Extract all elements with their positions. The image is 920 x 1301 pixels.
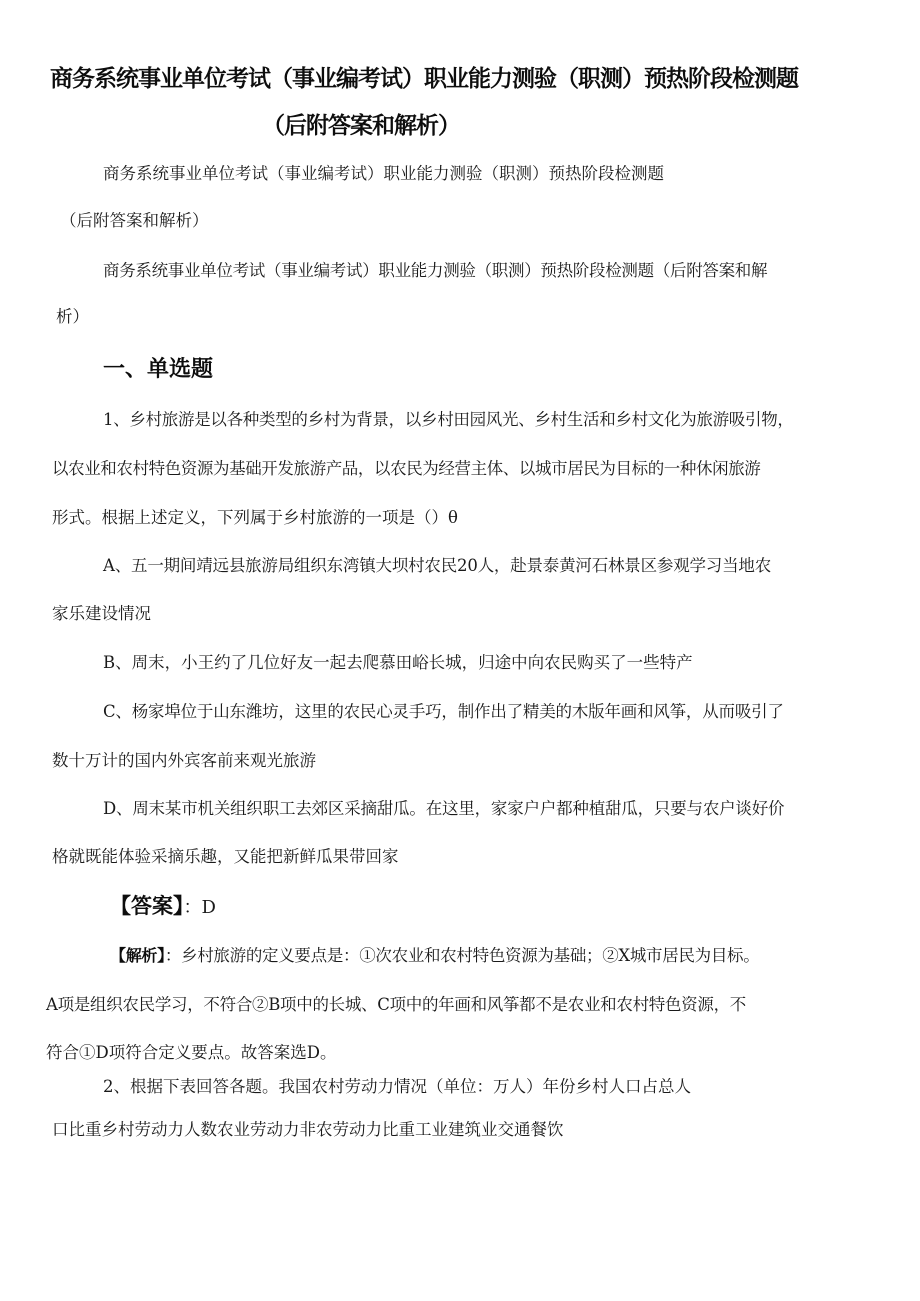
question-1-stem-line-2: 以农业和农村特色资源为基础开发旅游产品，以农民为经营主体、以城市居民为目标的一种休闲旅游 [52, 459, 761, 478]
answer-label: 【答案】 [110, 894, 184, 918]
question-1-answer [110, 890, 216, 920]
repeated-title-1-line-1: 商务系统事业单位考试（事业编考试）职业能力测验（职测）预热阶段检测题 [103, 164, 664, 183]
question-1-option-c-line-2: 数十万计的国内外宾客前来观光旅游 [52, 751, 316, 770]
document-title-line-2: （后附答案和解析） [262, 113, 460, 139]
document-title-line-1: 商务系统事业单位考试（事业编考试）职业能力测验（职测）预热阶段检测题 [50, 66, 798, 92]
question-1-stem-line-3: 形式。根据上述定义，下列属于乡村旅游的一项是（）θ [52, 508, 458, 527]
question-1-option-c-line-1: C、杨家埠位于山东潍坊，这里的农民心灵手巧，制作出了精美的木版年画和风筝，从而吸引了 [103, 702, 784, 721]
question-1-stem-line-1: 1、乡村旅游是以各种类型的乡村为背景，以乡村田园风光、乡村生活和乡村文化为旅游吸引物， [103, 410, 794, 429]
question-2-stem-line-1: 2、根据下表回答各题。我国农村劳动力情况（单位：万人）年份乡村人口占总人 [103, 1077, 691, 1096]
question-1-analysis-line-2: A项是组织农民学习，不符合②B项中的长城、C项中的年画和风筝都不是农业和农村特色资源，不 [46, 995, 746, 1014]
repeated-title-2-line-1: 商务系统事业单位考试（事业编考试）职业能力测验（职测）预热阶段检测题（后附答案和解 [103, 261, 768, 280]
question-1-option-d-line-2: 格就既能体验采摘乐趣，又能把新鲜瓜果带回家 [52, 847, 399, 866]
question-1-analysis-line-1 [110, 942, 759, 966]
analysis-text-line-1: ：乡村旅游的定义要点是：①次农业和农村特色资源为基础；②X城市居民为目标。 [164, 946, 760, 965]
section-heading: 一、单选题 [103, 357, 214, 382]
question-2-stem-line-2: 口比重乡村劳动力人数农业劳动力非农劳动力比重工业建筑业交通餐饮 [52, 1120, 564, 1139]
repeated-title-2-line-2: 析） [56, 307, 89, 326]
repeated-title-1-line-2: （后附答案和解析） [60, 211, 209, 230]
question-1-option-b: B、周末，小王约了几位好友一起去爬慕田峪长城，归途中向农民购买了一些特产 [103, 653, 693, 672]
question-1-option-a-line-2: 家乐建设情况 [52, 604, 151, 623]
answer-value: ：D [183, 897, 216, 918]
analysis-label: 【解析】 [110, 946, 165, 965]
question-1-option-a-line-1: A、五一期间靖远县旅游局组织东湾镇大坝村农民20人，赴景泰黄河石林景区参观学习当地农 [103, 556, 772, 575]
question-1-option-d-line-1: D、周末某市机关组织职工去郊区采摘甜瓜。在这里，家家户户都种植甜瓜，只要与农户谈好价 [103, 799, 785, 818]
question-1-analysis-line-3: 符合①D项符合定义要点。故答案选D。 [46, 1043, 337, 1062]
